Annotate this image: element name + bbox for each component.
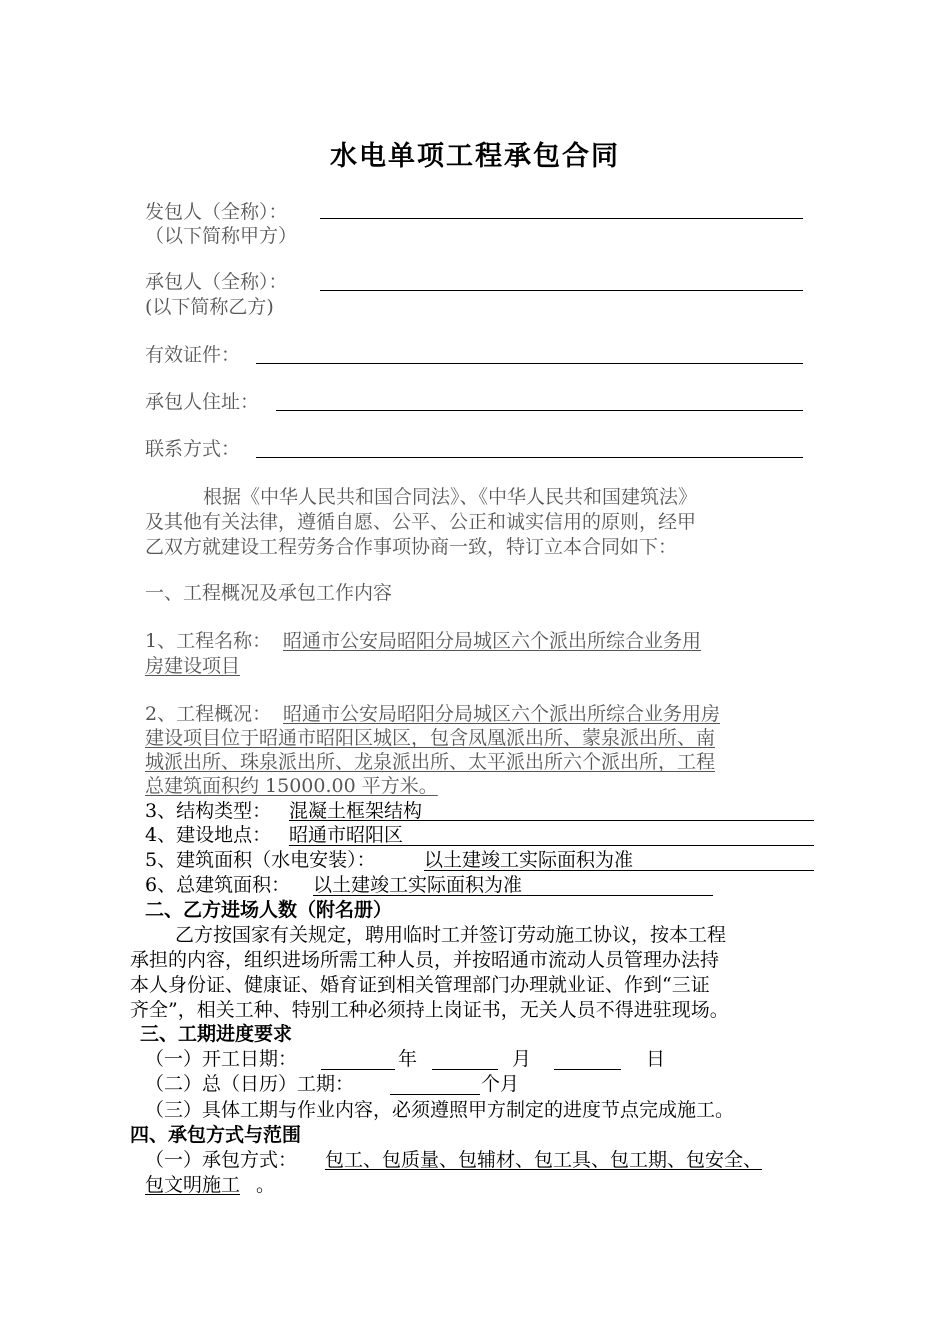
item1-value: 昭通市公安局昭阳分局城区六个派出所综合业务用 [283, 630, 702, 652]
item6-label: 6、总建筑面积： [145, 874, 291, 896]
document-title: 水电单项工程承包合同 [330, 141, 620, 172]
section3-heading: 三、工期进度要求 [140, 1023, 293, 1045]
section2-heading: 二、乙方进场人数（附名册） [145, 899, 393, 921]
address-label: 承包人住址： [145, 391, 260, 413]
party-b-blank[interactable] [320, 290, 803, 291]
month-label: 月 [512, 1048, 532, 1070]
day-label: 日 [646, 1048, 666, 1070]
party-a-label: 发包人（全称）： [145, 201, 288, 223]
preamble-line: 乙双方就建设工程劳务合作事项协商一致，特订立本合同如下： [145, 536, 678, 558]
item2-value-cont: 建设项目位于昭通市昭阳区城区，包含凤凰派出所、蒙泉派出所、南 [145, 727, 716, 749]
item2-value-cont: 城派出所、珠泉派出所、龙泉派出所、太平派出所六个派出所，工程 [145, 751, 716, 773]
item6-value: 以土建竣工实际面积为准 [313, 874, 523, 896]
schedule-item3: （三）具体工期与作业内容，必须遵照甲方制定的进度节点完成施工。 [145, 1099, 735, 1121]
item1-label: 1、工程名称： [145, 630, 272, 652]
item5-value: 以土建竣工实际面积为准 [424, 849, 634, 871]
contact-label: 联系方式： [145, 438, 241, 460]
item2-value: 昭通市公安局昭阳分局城区六个派出所综合业务用房 [283, 703, 721, 725]
start-month-blank[interactable] [432, 1069, 498, 1070]
item3-label: 3、结构类型： [145, 800, 272, 822]
item4-value: 昭通市昭阳区 [289, 824, 404, 846]
preamble-line: 及其他有关法律，遵循自愿、公平、公正和诚实信用的原则，经甲 [145, 511, 697, 533]
id-blank[interactable] [256, 363, 803, 364]
section1-heading: 一、工程概况及承包工作内容 [145, 582, 393, 604]
party-b-label: 承包人（全称）： [145, 271, 288, 293]
item4-label: 4、建设地点： [145, 824, 272, 846]
party-b-note: (以下简称乙方) [145, 296, 274, 318]
start-year-blank[interactable] [321, 1069, 395, 1070]
item1-value-cont: 房建设项目 [145, 655, 241, 677]
party-a-blank[interactable] [320, 218, 803, 219]
item3-underline [289, 820, 814, 821]
section2-paragraph-line: 乙方按国家有关规定，聘用临时工并签订劳动施工协议，按本工程 [175, 924, 727, 946]
contract-mode-label: （一）承包方式： [145, 1149, 298, 1171]
item2-value-cont: 总建筑面积约 15000.00 平方米。 [145, 775, 438, 797]
contact-blank[interactable] [256, 457, 803, 458]
preamble-line: 根据《中华人民共和国合同法》、《中华人民共和国建筑法》 [203, 486, 698, 508]
address-blank[interactable] [276, 410, 803, 411]
duration-label: （二）总（日历）工期： [145, 1073, 355, 1095]
contract-mode-value: 包工、包质量、包辅材、包工具、包工期、包安全、 [325, 1149, 763, 1171]
start-date-label: （一）开工日期： [145, 1048, 298, 1070]
contract-mode-value-cont: 包文明施工 [145, 1174, 241, 1196]
contract-mode-end: 。 [256, 1174, 276, 1196]
duration-unit: 个月 [481, 1073, 520, 1095]
year-label: 年 [398, 1048, 418, 1070]
item5-label: 5、建筑面积（水电安装）： [145, 849, 376, 871]
section4-heading: 四、承包方式与范围 [130, 1124, 302, 1146]
duration-blank[interactable] [390, 1094, 480, 1095]
start-day-blank[interactable] [554, 1069, 621, 1070]
section2-paragraph-line: 承担的内容，组织进场所需工种人员，并按昭通市流动人员管理办法持 [130, 949, 720, 971]
item4-underline [289, 845, 814, 846]
item3-value: 混凝土框架结构 [289, 800, 423, 822]
section2-paragraph-line: 本人身份证、健康证、婚育证到相关管理部门办理就业证、作到“三证 [130, 974, 710, 996]
id-label: 有效证件： [145, 344, 241, 366]
item5-underline [424, 870, 814, 871]
item2-label: 2、工程概况： [145, 703, 272, 725]
party-a-note: （以下简称甲方） [145, 225, 298, 247]
section2-paragraph-line: 齐全”，相关工种、特别工种必须持上岗证书，无关人员不得进驻现场。 [130, 999, 729, 1021]
item6-underline [313, 895, 713, 896]
